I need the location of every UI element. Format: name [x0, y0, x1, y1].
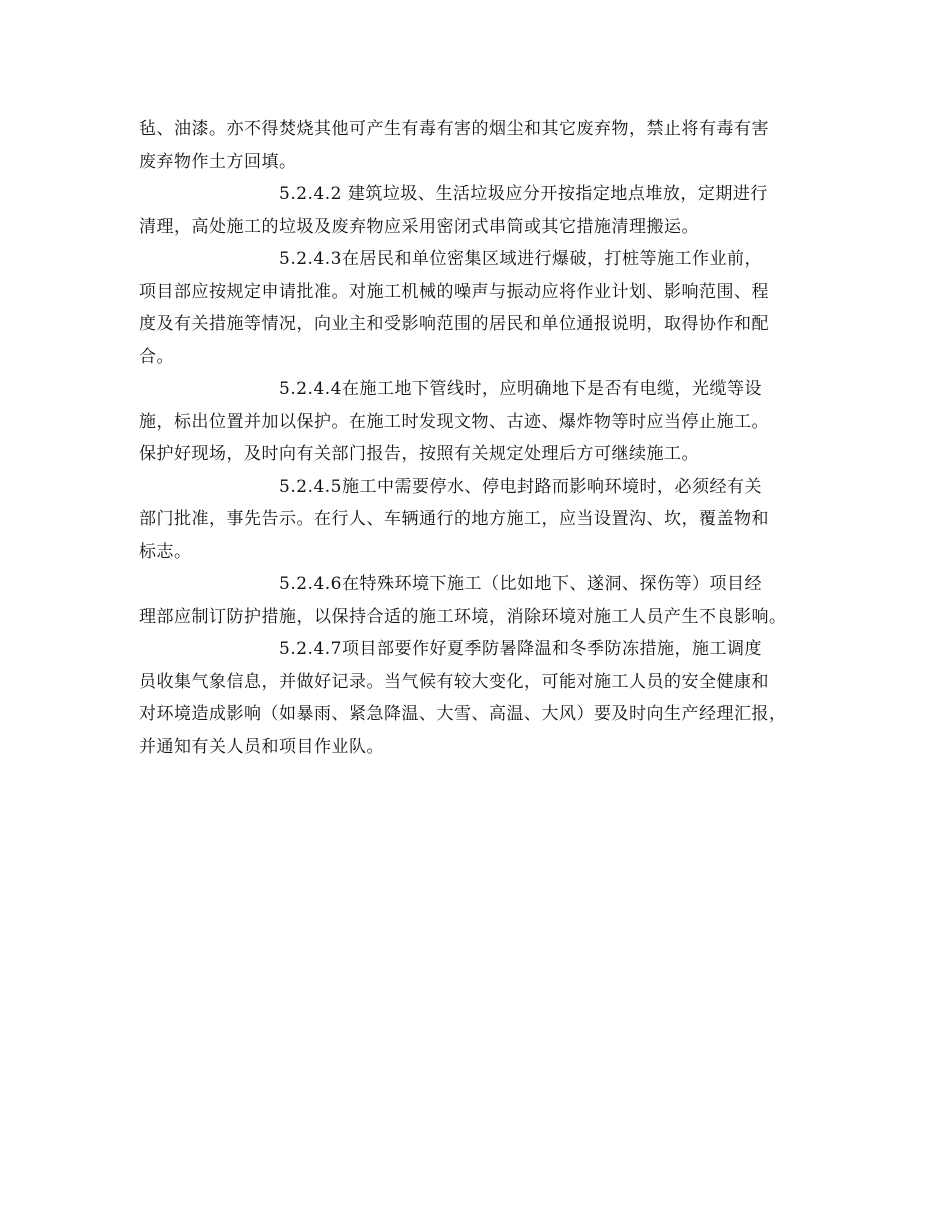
text-line: 合。 [139, 346, 174, 367]
text-line: 5.2.4.3在居民和单位密集区域进行爆破，打桩等施工作业前， [279, 249, 762, 269]
text-line: 施，标出位置并加以保护。在施工时发现文物、古迹、爆炸物等时应当停止施工。 [139, 411, 769, 432]
text-line: 5.2.4.2 建筑垃圾、生活垃圾应分开按指定地点堆放，定期进行 [279, 184, 768, 204]
text-line: 5.2.4.5施工中需要停水、停电封路而影响环境时，必须经有关 [279, 476, 762, 497]
text-line: 并通知有关人员和项目作业队。 [139, 736, 384, 757]
document-body [139, 113, 816, 763]
text-line: 对环境造成影响（如暴雨、紧急降温、大雪、高温、大风）要及时向生产经理汇报， [139, 704, 787, 724]
text-line: 员收集气象信息，并做好记录。当气候有较大变化，可能对施工人员的安全健康和 [139, 671, 769, 692]
text-line: 5.2.4.6在特殊环境下施工（比如地下、遂洞、探伤等）项目经 [279, 574, 762, 594]
text-line: 项目部应按规定申请批准。对施工机械的噪声与振动应将作业计划、影响范围、程 [139, 281, 769, 302]
text-line: 废弃物作土方回填。 [139, 151, 297, 172]
text-line: 清理，高处施工的垃圾及废弃物应采用密闭式串筒或其它措施清理搬运。 [139, 216, 699, 237]
text-line: 保护好现场，及时向有关部门报告，按照有关规定处理后方可继续施工。 [139, 444, 699, 464]
text-line: 5.2.4.4在施工地下管线时，应明确地下是否有电缆，光缆等设 [279, 379, 762, 399]
text-line: 度及有关措施等情况，向业主和受影响范围的居民和单位通报说明，取得协作和配 [139, 314, 769, 334]
text-line: 毡、油漆。亦不得焚烧其他可产生有毒有害的烟尘和其它废弃物，禁止将有毒有害 [139, 119, 769, 139]
text-line: 5.2.4.7项目部要作好夏季防暑降温和冬季防冻措施，施工调度 [279, 639, 762, 659]
text-line: 理部应制订防护措施，以保持合适的施工环境，消除环境对施工人员产生不良影响。 [139, 606, 787, 627]
text-line: 部门批准，事先告示。在行人、车辆通行的地方施工，应当设置沟、坎，覆盖物和 [139, 509, 769, 529]
text-line: 标志。 [139, 541, 192, 562]
